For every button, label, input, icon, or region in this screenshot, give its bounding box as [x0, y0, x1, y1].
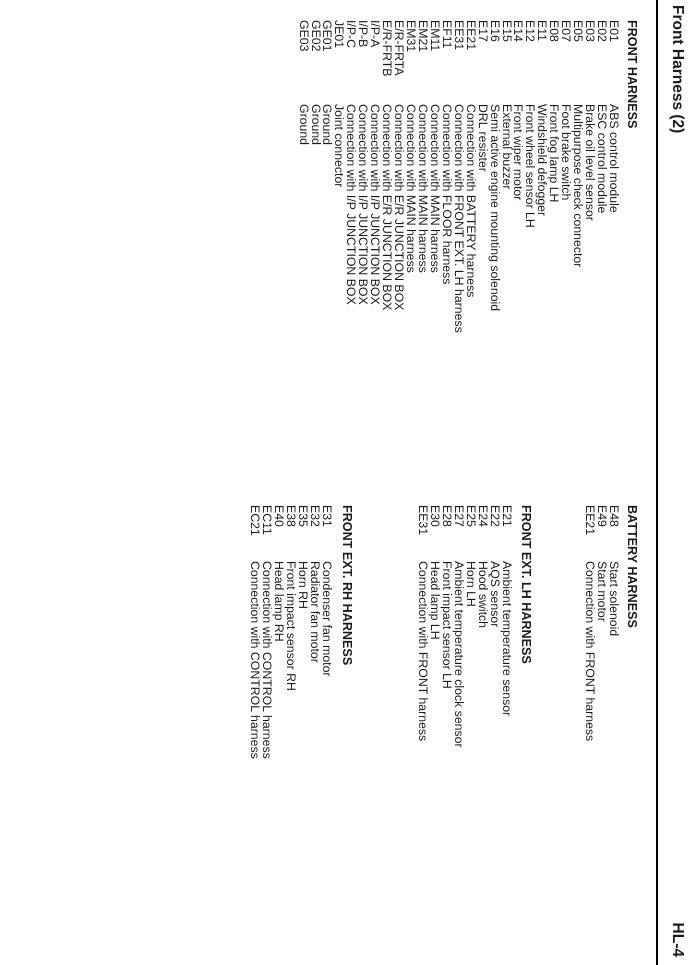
connector-row [356, 20, 371, 380]
front-ext-rh-harness-list [248, 505, 332, 865]
connector-code: EE21 [583, 505, 598, 536]
connector-code: EM21 [416, 20, 430, 53]
connector-description: Front wheel sensor LH [523, 104, 538, 228]
connector-code: E28 [440, 505, 455, 527]
connector-description: Ambient temperature clock sensor [452, 561, 467, 748]
connector-code: E11 [535, 20, 550, 41]
connector-description: Connection with CONTROL harness [260, 561, 275, 759]
connector-description: Front impact sensor RH [284, 561, 299, 691]
connector-description: Connection with I/P JUNCTION BOX [344, 104, 359, 305]
connector-code: EM31 [404, 20, 419, 53]
connector-row [559, 20, 574, 380]
front-harness-list [297, 20, 619, 380]
connector-row [512, 20, 524, 380]
connector-code: E14 [511, 20, 526, 42]
connector-row [488, 505, 503, 865]
connector-description: DRL resister [475, 104, 490, 172]
connector-code: E48 [607, 505, 621, 527]
connector-row [380, 20, 395, 380]
connector-code: EC11 [260, 505, 275, 535]
connector-description: Ground [296, 104, 311, 146]
connector-row [320, 505, 332, 865]
connector-code: E38 [284, 505, 299, 527]
connector-description: Multipurpose check connector [571, 104, 586, 268]
connector-description: Front fog lamp LH [547, 104, 562, 203]
connector-description: Horn LH [464, 561, 479, 607]
connector-row [440, 505, 455, 865]
connector-description: AQS sensor [488, 561, 503, 628]
connector-description: Start motor [595, 561, 610, 622]
connector-row [476, 505, 491, 865]
connector-description: Joint connector [332, 104, 347, 188]
front-ext-rh-harness-title: FRONT EXT. RH HARNESS [340, 505, 354, 666]
connector-code: E35 [296, 505, 311, 527]
connector-code: E02 [595, 20, 610, 42]
front-ext-lh-harness-title: FRONT EXT. LH HARNESS [519, 505, 533, 664]
connector-description: Connection with FRONT harness [416, 561, 431, 742]
connector-description: ABS control module [607, 104, 621, 213]
connector-row [452, 505, 467, 865]
connector-description: Ambient temperature sensor [500, 561, 514, 717]
connector-code: E03 [583, 20, 598, 42]
connector-code: EE31 [451, 20, 466, 51]
connector-code: EM11 [427, 20, 442, 52]
connector-description: ESC control module [595, 104, 610, 214]
connector-row [488, 20, 500, 380]
connector-code: E15 [499, 20, 514, 42]
connector-row [260, 505, 275, 865]
connector-code: E/R-FRTA [392, 20, 407, 76]
connector-row [607, 505, 619, 865]
connector-description: Connection with E/R JUNCTION BOX [380, 104, 395, 311]
connector-code: E01 [607, 20, 621, 42]
front-harness-title: FRONT HARNESS [625, 20, 639, 129]
connector-row [248, 505, 263, 865]
connector-code: E25 [464, 505, 479, 527]
connector-description: Connection with MAIN harness [416, 104, 430, 273]
connector-row [571, 20, 586, 380]
connector-code: E31 [320, 505, 334, 527]
connector-description: Head lamp RH [272, 561, 287, 642]
connector-description: Connection with FRONT EXT. LH harness [451, 104, 466, 333]
connector-code: E12 [523, 20, 538, 42]
connector-code: E21 [500, 505, 514, 527]
connector-row [417, 505, 429, 865]
connector-code: E30 [428, 505, 443, 527]
connector-description: Connection with CONTROL harness [248, 561, 263, 759]
connector-code: E08 [547, 20, 562, 42]
connector-code: E07 [559, 20, 574, 42]
connector-code: E27 [452, 505, 467, 527]
connector-code: E22 [488, 505, 503, 527]
connector-row [428, 505, 443, 865]
front-ext-lh-harness-list [417, 505, 513, 865]
connector-description: Head lamp LH [428, 561, 443, 640]
connector-row [308, 505, 323, 865]
connector-description: Radiator fan motor [308, 561, 323, 663]
connector-code: EE21 [463, 20, 478, 51]
connector-code: E16 [487, 20, 502, 42]
connector-description: Connection with BATTERY harness [463, 104, 478, 298]
connector-description: Hood switch [476, 561, 491, 628]
connector-description: Ground [320, 104, 335, 146]
connector-code: GE01 [320, 20, 335, 52]
connector-description: Connection with FRONT harness [583, 561, 598, 742]
connector-description: Foot brake switch [559, 104, 574, 201]
connector-row [368, 20, 383, 380]
connector-row [535, 20, 550, 380]
connector-row [309, 20, 321, 380]
connector-description: Connection with I/P JUNCTION BOX [368, 104, 383, 305]
connector-row [284, 505, 299, 865]
page-number: HL-4 [669, 922, 686, 957]
connector-description: Connection with MAIN harness [404, 104, 419, 273]
connector-code: E32 [308, 505, 323, 527]
page-header [659, 0, 689, 965]
connector-description: Windshield defogger [535, 104, 550, 217]
connector-description: Front wiper motor [511, 104, 526, 201]
connector-code: I/P-C [344, 20, 359, 49]
connector-description: Connection with FLOOR harness [439, 104, 454, 285]
connector-row [344, 20, 359, 380]
header-divider [656, 0, 658, 965]
connector-description: Condenser fan motor [320, 561, 334, 677]
connector-row [500, 505, 512, 865]
connector-row [547, 20, 562, 380]
connector-description: Connection with I/P JUNCTION BOX [356, 104, 371, 305]
connector-row [321, 20, 333, 380]
battery-harness-list [583, 505, 619, 865]
battery-harness-title: BATTERY HARNESS [625, 505, 639, 628]
page-title: Front Harness (2) [669, 5, 686, 134]
connector-code: EC21 [248, 505, 263, 536]
connector-row [524, 20, 536, 380]
connector-description: Start solenoid [607, 561, 621, 637]
connector-row [272, 505, 287, 865]
connector-description: Ground [308, 104, 323, 146]
connector-code: E49 [595, 505, 610, 527]
connector-code: E/R-FRTB [380, 20, 395, 77]
connector-code: E24 [476, 505, 491, 527]
connector-code: GE03 [296, 20, 311, 52]
connector-code: E17 [475, 20, 490, 42]
connector-code: EF11 [439, 20, 454, 49]
connector-description: Front impact sensor LH [440, 561, 455, 689]
connector-code: I/P-B [356, 20, 371, 48]
connector-description: External buzzer [499, 104, 514, 190]
connector-description: Semi active engine mounting solenoid [487, 104, 502, 312]
connector-code: I/P-A [368, 20, 383, 48]
connector-row [333, 20, 345, 380]
connector-code: E05 [571, 20, 586, 42]
connector-description: Connection with MAIN harness [427, 104, 442, 273]
connector-row [464, 505, 479, 865]
connector-description: Connection with E/R JUNCTION BOX [392, 104, 407, 311]
connector-code: JE01 [332, 20, 347, 49]
connector-row [297, 20, 309, 380]
connector-description: Brake oil level sensor [583, 104, 598, 221]
connector-description: Horn RH [296, 561, 311, 609]
connector-row [583, 505, 598, 865]
connector-code: EE31 [416, 505, 431, 536]
connector-code: GE02 [308, 20, 323, 52]
connector-code: E40 [272, 505, 287, 527]
